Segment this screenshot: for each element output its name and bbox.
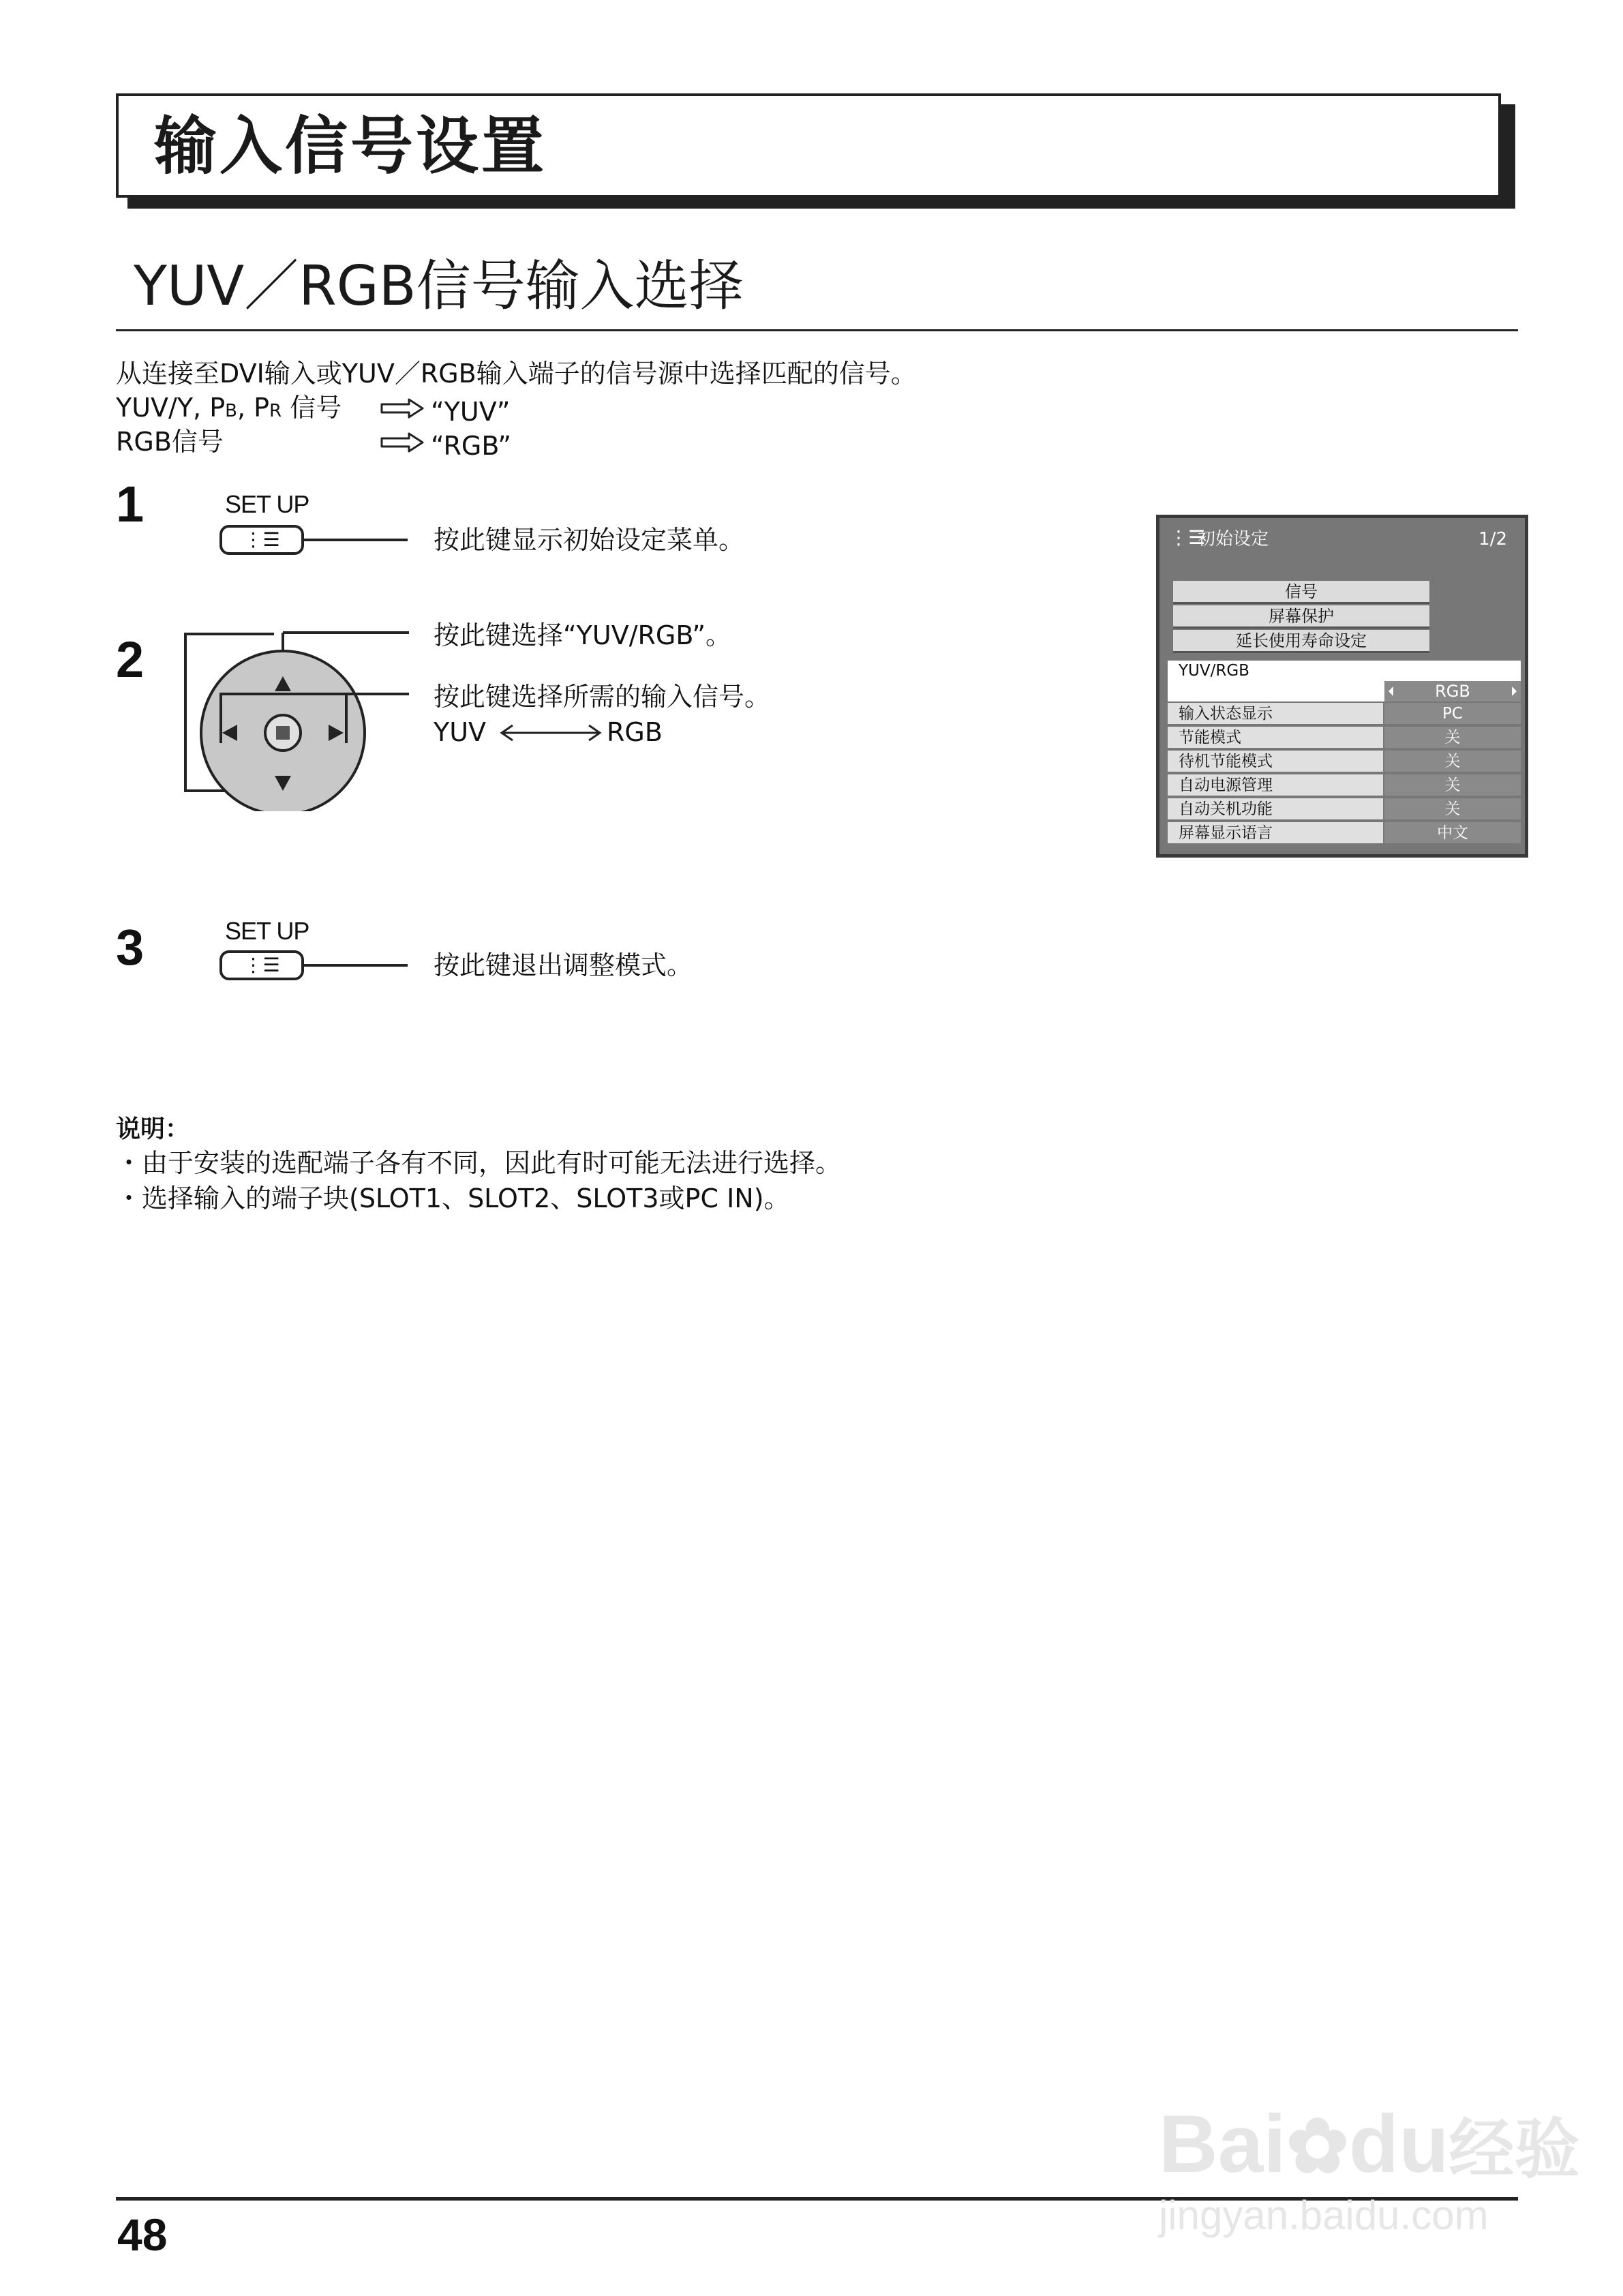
menu-title: 初始设定 xyxy=(1198,529,1269,549)
menu-row-power-management[interactable] xyxy=(1168,774,1521,797)
section-title: YUV／RGB信号输入选择 xyxy=(134,254,744,318)
baidu-watermark: Bai✿du经验 xyxy=(1159,2098,1580,2190)
step-1-number: 1 xyxy=(116,476,145,532)
setup-key-label: SET UP xyxy=(225,917,309,945)
menu-row-label: 输入状态显示 xyxy=(1168,703,1383,725)
step-3-text: 按此键退出调整模式。 xyxy=(434,950,693,980)
rgb-result: “RGB” xyxy=(431,431,512,461)
leader-line xyxy=(304,964,408,967)
page-number: 48 xyxy=(117,2209,168,2260)
page-title: 输入信号设置 xyxy=(154,110,547,183)
step-2-left-right-text: 按此键选择所需的输入信号。 xyxy=(434,682,771,712)
double-arrow-icon xyxy=(498,723,604,743)
menu-button-extended-life[interactable]: 延长使用寿命设定 xyxy=(1173,630,1429,653)
rgb-signal-label: RGB信号 xyxy=(116,427,224,457)
setup-key-label: SET UP xyxy=(225,490,309,518)
menu-row-value: 中文 xyxy=(1384,822,1521,845)
menu-row-osd-language[interactable] xyxy=(1168,822,1521,845)
menu-row-label: 待机节能模式 xyxy=(1168,751,1383,773)
watermark-url: jingyan.baidu.com xyxy=(1159,2192,1489,2238)
menu-row-label: 自动电源管理 xyxy=(1168,774,1383,797)
note-item: ・选择输入的端子块(SLOT1、SLOT2、SLOT3或PC IN)。 xyxy=(116,1183,790,1213)
step-1-text: 按此键显示初始设定菜单。 xyxy=(434,525,745,555)
menu-row-value: PC xyxy=(1384,703,1521,725)
menu-list-icon: ⋮☰ xyxy=(243,954,280,976)
yuv-signal-label: YUV/Y, PB, PR 信号 xyxy=(116,393,342,423)
menu-row-input-status[interactable] xyxy=(1168,703,1521,725)
arrow-right-icon xyxy=(380,432,425,453)
arrow-right-icon xyxy=(1512,686,1517,696)
menu-list-icon: ⋮☰ xyxy=(1169,526,1206,549)
toggle-yuv-label: YUV xyxy=(434,717,487,747)
step-2-up-down-text: 按此键选择“YUV/RGB”。 xyxy=(434,620,732,650)
arrow-left-icon xyxy=(1389,686,1393,696)
menu-selected-label: YUV/RGB xyxy=(1179,662,1249,680)
menu-selected-row[interactable] xyxy=(1168,661,1521,701)
direction-pad[interactable] xyxy=(177,627,416,811)
menu-selected-value[interactable]: RGB xyxy=(1384,681,1521,701)
menu-row-standby-save[interactable] xyxy=(1168,751,1521,773)
setup-button[interactable] xyxy=(219,525,304,555)
menu-row-value: 关 xyxy=(1384,798,1521,821)
menu-row-label: 自动关机功能 xyxy=(1168,798,1383,821)
menu-page-indicator: 1/2 xyxy=(1478,529,1507,549)
setup-button[interactable] xyxy=(219,950,304,980)
menu-row-value: 关 xyxy=(1384,751,1521,773)
menu-row-power-save[interactable] xyxy=(1168,727,1521,749)
osd-menu xyxy=(1156,515,1528,858)
step-2-number: 2 xyxy=(116,631,145,688)
step-3-number: 3 xyxy=(116,919,145,976)
menu-row-value: 关 xyxy=(1384,727,1521,749)
menu-row-value: 关 xyxy=(1384,774,1521,797)
menu-list-icon: ⋮☰ xyxy=(243,528,280,551)
toggle-rgb-label: RGB xyxy=(607,717,663,747)
menu-button-screensaver[interactable]: 屏幕保护 xyxy=(1173,605,1429,629)
arrow-right-icon xyxy=(380,398,425,419)
section-divider xyxy=(116,329,1518,331)
notes-title: 说明： xyxy=(116,1115,190,1143)
leader-line xyxy=(304,539,408,541)
note-item: ・由于安装的选配端子各有不同，因此有时可能无法进行选择。 xyxy=(116,1148,842,1178)
menu-button-signal[interactable]: 信号 xyxy=(1173,581,1429,604)
paw-icon: ✿ xyxy=(1286,2104,1349,2188)
menu-row-label: 节能模式 xyxy=(1168,727,1383,749)
intro-text: 从连接至DVI输入或YUV／RGB输入端子的信号源中选择匹配的信号。 xyxy=(116,359,917,389)
menu-row-label: 屏幕显示语言 xyxy=(1168,822,1383,845)
yuv-result: “YUV” xyxy=(431,397,511,427)
menu-row-auto-off[interactable] xyxy=(1168,798,1521,821)
